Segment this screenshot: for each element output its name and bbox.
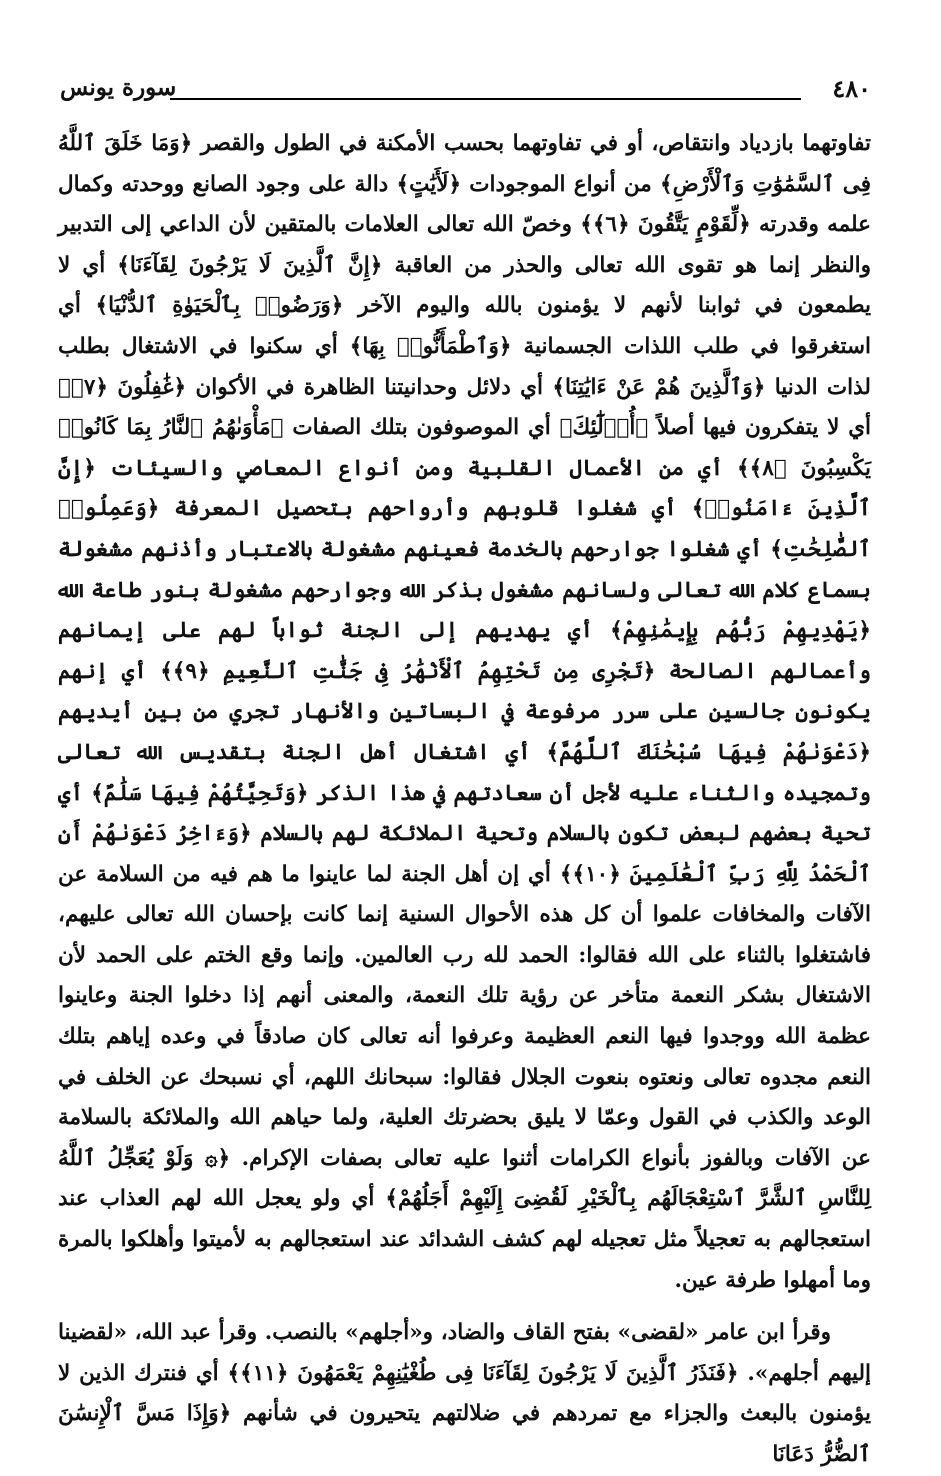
paragraph: تفاوتهما بازدياد وانتقاص، أو في تفاوتهما بحسب الأمكنة في الطول والقصر ﴿وَمَا خَلَقَ ٱللَّهُ فِى ٱلسَّمَٰوَٰتِ وَٱلْأَرْضِ﴾ من أنواع الموجودات ﴿لَأَيَٰتٍ﴾ دالة على وجود الصانع ووحدته وكمال علمه وقدرته ﴿لِّقَوْمٍ يَتَّقُونَ ﴿٦﴾﴾ وخصّ الله تعالى العلامات بالمتقين لأن الداعي إلى التدبير والنظر إنما هو تقوى الله تعالى والحذر من العاقبة ﴿إِنَّ ٱلَّذِينَ لَا يَرْجُونَ لِقَآءَنَا﴾ أي لا يطمعون في ثوابنا لأنهم لا يؤمنون بالله واليوم الآخر ﴿وَرَضُوا۟ بِٱلْحَيَوٰةِ ٱلدُّنْيَا﴾ أي استغرقوا في طلب اللذات الجسمانية ﴿وَٱطْمَأَنُّوا۟ بِهَا﴾ أي سكنوا في الاشتغال بطلب لذات الدنيا ﴿وَٱلَّذِينَ هُمْ عَنْ ءَايَٰتِنَا﴾ أي دلائل وحدانيتنا الظاهرة في الأكوان ﴿غَٰفِلُونَ ﴿٧﴾﴾ أي لا يتفكرون فيها أصلاً ﴿أُو۟لَٰٓئِكَ﴾ أي الموصوفون بتلك الصفات ﴿مَأْوَىٰهُمُ ٱلنَّارُ بِمَا كَانُوا۟ يَكْسِبُونَ ﴿٨﴾﴾ أي من الأعمال القلبية ومن أنواع المعاصي والسيئات ﴿إِنَّ ٱلَّذِينَ ءَامَنُوا۟﴾ أي شغلوا قلوبهم وأرواحهم بتحصيل المعرفة ﴿وَعَمِلُوا۟ ٱلصَّٰلِحَٰتِ﴾ أي شغلوا جوارحهم بالخدمة فعينهم مشغولة بالاعتبار وأذنهم مشغولة بسماع كلام الله تعالى ولسانهم مشغول بذكر الله وجوارحهم مشغولة بنور طاعة الله ﴿يَهْدِيهِمْ رَبُّهُم بِإِيمَٰنِهِمْ﴾ أي يهديهم إلى الجنة ثواباً لهم على إيمانهم وأعمالهم الصالحة ﴿تَجْرِى مِن تَحْتِهِمُ ٱلْأَنْهَٰرُ فِى جَنَّٰتِ ٱلنَّعِيمِ ﴿٩﴾﴾ أي إنهم يكونون جالسين على سرر مرفوعة في البساتين والأنهار تجري من بين أيديهم ﴿دَعْوَىٰهُمْ فِيهَا سُبْحَٰنَكَ ٱللَّهُمَّ﴾ أي اشتغال أهل الجنة بتقديس الله تعالى وتمجيده والثناء عليه لأجل أن سعادتهم في هذا الذكر ﴿وَتَحِيَّتُهُمْ فِيهَا سَلَٰمٌ﴾ أي تحية بعضهم لبعض تكون بالسلام وتحية الملائكة لهم بالسلام ﴿وَءَاخِرُ دَعْوَىٰهُمْ أَنِ ٱلْحَمْدُ لِلَّهِ رَبِّ ٱلْعَٰلَمِينَ ﴿١٠﴾﴾ أي إن أهل الجنة لما عاينوا ما هم فيه من السلامة عن الآفات والمخافات علموا أن كل هذه الأحوال السنية إنما كانت بإحسان الله تعالى عليهم، فاشتغلوا بالثناء على الله فقالوا: الحمد لله رب العالمين. وإنما وقع الختم على الحمد لأن الاشتغال بشكر النعمة متأخر عن رؤية تلك النعمة، والمعنى أنهم إذا دخلوا الجنة وعاينوا عظمة الله ووجدوا فيها النعم العظيمة وعرفوا أنه تعالى كان صادقاً في وعده إياهم بتلك النعم مجدوه تعالى ونعتوه بنعوت الجلال فقالوا: سبحانك اللهم، أي نسبحك عن الخلف في الوعد والكذب في القول وعمّا لا يليق بحضرتك العلية، ولما حياهم الله والملائكة بالسلامة عن الآفات وبالفوز بأنواع الكرامات أثنوا عليه تعالى بصفات الإكرام. ﴿۞ وَلَوْ يُعَجِّلُ ٱللَّهُ لِلنَّاسِ ٱلشَّرَّ ٱسْتِعْجَالَهُم بِٱلْخَيْرِ لَقُضِىَ إِلَيْهِمْ أَجَلُهُمْ﴾ أي ولو يعجل الله لهم العذاب عند استعجالهم به تعجيلاً مثل تعجيله لهم كشف الشدائد عند استعجالهم به لأميتوا وأهلكوا بالمرة وما أمهلوا طرفة عين. xyxy=(58,131,872,1293)
page-number: ٤٨٠ xyxy=(832,74,871,103)
header-rule xyxy=(170,98,801,100)
surah-title: سورة يونس xyxy=(60,74,177,101)
paragraph: وقرأ ابن عامر «لقضى» بفتح القاف والضاد، و«أجلهم» بالنصب. وقرأ عبد الله، «لقضينا إليهم أجلهم». ﴿فَنَذَرُ ٱلَّذِينَ لَا يَرْجُونَ لِقَآءَنَا فِى طُغْيَٰنِهِمْ يَعْمَهُونَ ﴿١١﴾﴾ أي فنترك الذين لا يؤمنون بالبعث والجزاء مع تمردهم في ضلالتهم يتحيرون في شأنهم ﴿وَإِذَا مَسَّ ٱلْإِنسَٰنَ ٱلضُّرُّ دَعَانَا xyxy=(58,1320,872,1467)
page-header xyxy=(60,72,871,112)
tafsir-text xyxy=(58,124,871,1476)
